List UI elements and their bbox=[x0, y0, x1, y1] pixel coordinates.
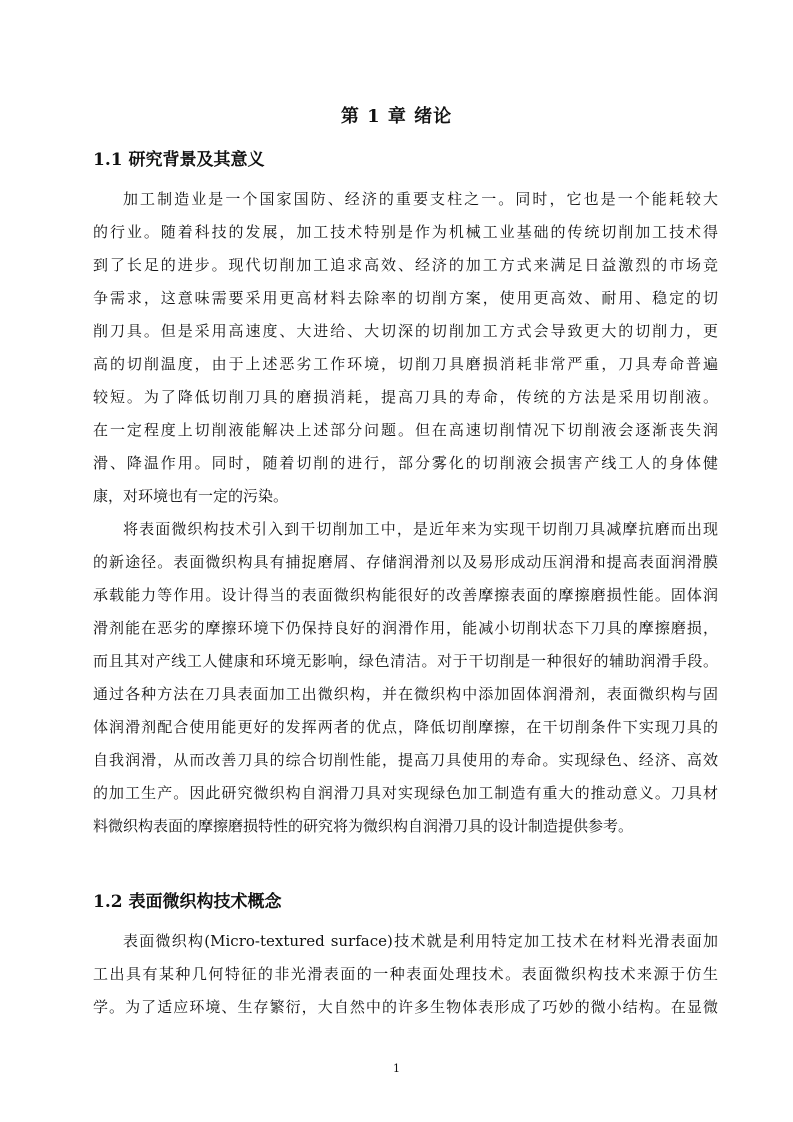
chapter-title: 第 1 章 绪论 bbox=[340, 106, 453, 127]
paragraph-line: 康，对环境也有一定的污染。 bbox=[93, 487, 289, 505]
paragraph-line: 自我润滑，从而改善刀具的综合切削性能，提高刀具使用的寿命。实现绿色、经济、高效 bbox=[93, 751, 718, 769]
paragraph-line: 加工制造业是一个国家国防、经济的重要支柱之一。同时，它也是一个能耗较大 bbox=[123, 190, 718, 208]
paragraph-line: 滑剂能在恶劣的摩擦环境下仍保持良好的润滑作用，能减小切削状态下刀具的摩擦磨损， bbox=[93, 619, 718, 637]
paragraph-line: 表面微织构(Micro-textured surface)技术就是利用特定加工技术在材料光滑表面加 bbox=[123, 932, 718, 950]
paragraph-line: 的加工生产。因此研究微织构自润滑刀具对实现绿色加工制造有重大的推动意义。刀具材 bbox=[93, 784, 718, 802]
page-number: 1 bbox=[393, 1062, 400, 1075]
paragraph-line: 削刀具。但是采用高速度、大进给、大切深的切削加工方式会导致更大的切削力，更 bbox=[93, 322, 718, 340]
paragraph-line: 料微织构表面的摩擦磨损特性的研究将为微织构自润滑刀具的设计制造提供参考。 bbox=[93, 817, 634, 835]
section-title-1-1: 1.1 研究背景及其意义 bbox=[93, 150, 265, 170]
paragraph-line: 而且其对产线工人健康和环境无影响，绿色清洁。对于干切削是一种很好的辅助润滑手段。 bbox=[93, 652, 718, 670]
paragraph-line: 在一定程度上切削液能解决上述部分问题。但在高速切削情况下切削液会逐渐丧失润 bbox=[93, 421, 718, 439]
paragraph-line: 较短。为了降低切削刀具的磨损消耗，提高刀具的寿命，传统的方法是采用切削液。 bbox=[93, 388, 718, 406]
paragraph-line: 的新途径。表面微织构具有捕捉磨屑、存储润滑剂以及易形成动压润滑和提高表面润滑膜 bbox=[93, 553, 718, 571]
paragraph-line: 将表面微织构技术引入到干切削加工中，是近年来为实现干切削刀具减摩抗磨而出现 bbox=[123, 520, 718, 538]
paragraph-line: 到了长足的进步。现代切削加工追求高效、经济的加工方式来满足日益激烈的市场竞 bbox=[93, 256, 718, 274]
section-title-1-2: 1.2 表面微织构技术概念 bbox=[93, 892, 282, 912]
paragraph-line: 承载能力等作用。设计得当的表面微织构能很好的改善摩擦表面的摩擦磨损性能。固体润 bbox=[93, 586, 718, 604]
paragraph-line: 体润滑剂配合使用能更好的发挥两者的优点，降低切削摩擦，在干切削条件下实现刀具的 bbox=[93, 718, 718, 736]
paragraph-line: 争需求，这意味需要采用更高材料去除率的切削方案，使用更高效、耐用、稳定的切 bbox=[93, 289, 718, 307]
paragraph-line: 滑、降温作用。同时，随着切削的进行，部分雾化的切削液会损害产线工人的身体健 bbox=[93, 454, 718, 472]
paragraph-line: 学。为了适应环境、生存繁衍，大自然中的许多生物体表形成了巧妙的微小结构。在显微 bbox=[93, 998, 718, 1016]
paragraph-line: 工出具有某种几何特征的非光滑表面的一种表面处理技术。表面微织构技术来源于仿生 bbox=[93, 965, 718, 983]
paragraph-line: 的行业。随着科技的发展，加工技术特别是作为机械工业基础的传统切削加工技术得 bbox=[93, 223, 718, 241]
paragraph-line: 通过各种方法在刀具表面加工出微织构，并在微织构中添加固体润滑剂，表面微织构与固 bbox=[93, 685, 718, 703]
paragraph-line: 高的切削温度，由于上述恶劣工作环境，切削刀具磨损消耗非常严重，刀具寿命普遍 bbox=[93, 355, 718, 373]
